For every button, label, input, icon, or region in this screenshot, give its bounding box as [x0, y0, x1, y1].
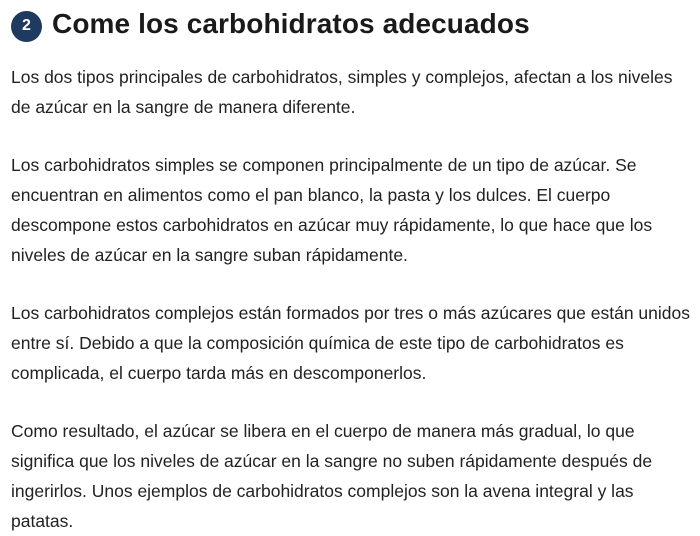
- paragraph-result: Como resultado, el azúcar se libera en el cuerpo de manera más gradual, lo que significa que los niveles de azúcar en la sangre no suben rápidamente después de ingerirlos. Unos ejemplos de carbohidratos complejos son la avena integral y las patatas.: [11, 421, 653, 531]
- section-header: [11, 0, 700, 48]
- paragraph-complex-carbs: Los carbohidratos complejos están formados por tres o más azúcares que están unidos entre sí. Debido a que la composición química de este tipo de carbohidratos es complicada, el cuerpo tarda más en descomponerlos.: [11, 303, 690, 383]
- paragraph-simple-carbs: Los carbohidratos simples se componen principalmente de un tipo de azúcar. Se encuentran en alimentos como el pan blanco, la pasta y los dulces. El cuerpo descompone estos carbohidratos en azúcar muy rápidamente, lo que hace que los niveles de azúcar en la sangre suban rápidamente.: [11, 155, 653, 265]
- paragraph-intro: Los dos tipos principales de carbohidratos, simples y complejos, afectan a los niveles de azúcar en la sangre de manera diferente.: [11, 67, 673, 117]
- step-number-badge: 2: [11, 11, 42, 42]
- section-title: Come los carbohidratos adecuados: [52, 8, 530, 39]
